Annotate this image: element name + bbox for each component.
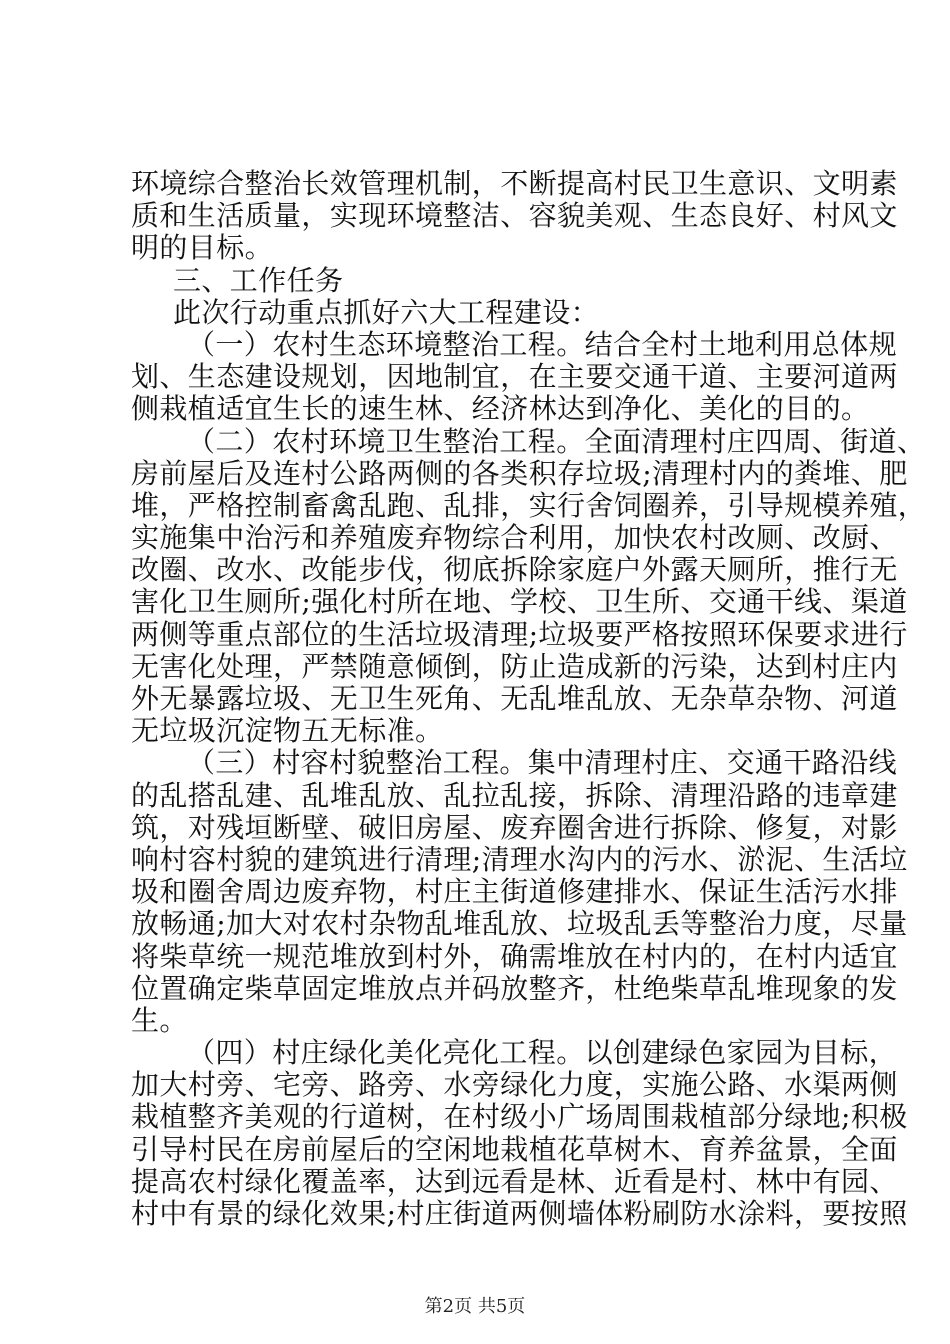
text-line: （一）农村生态环境整治工程。结合全村土地利用总体规 xyxy=(187,327,898,361)
text-line: （二）农村环境卫生整治工程。全面清理村庄四周、街道、 xyxy=(187,424,926,458)
text-line: 害化卫生厕所;强化村所在地、学校、卫生所、交通干线、渠道 xyxy=(131,585,908,619)
text-line: 加大村旁、宅旁、路旁、水旁绿化力度，实施公路、水渠两侧 xyxy=(131,1068,898,1102)
text-line: 圾和圈舍周边废弃物，村庄主街道修建排水、保证生活污水排 xyxy=(131,875,898,909)
text-line: 筑，对残垣断壁、破旧房屋、废弃圈舍进行拆除、修复，对影 xyxy=(131,810,898,844)
text-line: 村中有景的绿化效果;村庄街道两侧墙体粉刷防水涂料，要按照 xyxy=(131,1197,908,1230)
text-line: 放畅通;加大对农村杂物乱堆乱放、垃圾乱丢等整治力度，尽量 xyxy=(131,907,908,941)
text-line: 位置确定柴草固定堆放点并码放整齐，杜绝柴草乱堆现象的发 xyxy=(131,971,898,1005)
text-line: 堆，严格控制畜禽乱跑、乱排，实行舍饲圈养，引导规模养殖， xyxy=(131,488,927,522)
text-line: 明的目标。 xyxy=(131,231,274,265)
text-line: 此次行动重点抓好六大工程建设： xyxy=(173,295,600,329)
text-line: 房前屋后及连村公路两侧的各类积存垃圾;清理村内的粪堆、肥 xyxy=(131,456,908,490)
text-line: 两侧等重点部位的生活垃圾清理;垃圾要严格按照环保要求进行 xyxy=(131,617,908,651)
text-line: 三、工作任务 xyxy=(173,263,344,297)
text-line: 质和生活质量，实现环境整洁、容貌美观、生态良好、村风文 xyxy=(131,199,898,233)
text-line: 的乱搭乱建、乱堆乱放、乱拉乱接，拆除、清理沿路的违章建 xyxy=(131,778,898,812)
text-line: （四）村庄绿化美化亮化工程。以创建绿色家园为目标， xyxy=(187,1036,898,1070)
document-body xyxy=(131,167,927,1230)
page-footer: 第2页 共5页 xyxy=(424,1296,526,1317)
text-line: 将柴草统一规范堆放到村外，确需堆放在村内的，在村内适宜 xyxy=(131,939,898,973)
text-line: 外无暴露垃圾、无卫生死角、无乱堆乱放、无杂草杂物、河道 xyxy=(131,682,898,715)
text-line: 响村容村貌的建筑进行清理;清理水沟内的污水、淤泥、生活垃 xyxy=(131,842,908,876)
text-line: 生。 xyxy=(131,1003,188,1037)
text-line: 环境综合整治长效管理机制，不断提高村民卫生意识、文明素 xyxy=(131,167,898,200)
text-line: 栽植整齐美观的行道树，在村级小广场周围栽植部分绿地;积极 xyxy=(131,1100,908,1134)
text-line: 改圈、改水、改能步伐，彻底拆除家庭户外露天厕所，推行无 xyxy=(131,553,898,587)
text-line: 提高农村绿化覆盖率，达到远看是林、近看是村、林中有园、 xyxy=(131,1164,898,1198)
text-line: 实施集中治污和养殖废弃物综合利用，加快农村改厕、改厨、 xyxy=(131,521,898,555)
text-line: （三）村容村貌整治工程。集中清理村庄、交通干路沿线 xyxy=(187,746,898,780)
text-line: 引导村民在房前屋后的空闲地栽植花草树木、育养盆景，全面 xyxy=(131,1132,898,1166)
text-line: 划、生态建设规划，因地制宜，在主要交通干道、主要河道两 xyxy=(131,360,898,394)
text-line: 侧栽植适宜生长的速生林、经济林达到净化、美化的目的。 xyxy=(131,392,870,426)
text-line: 无垃圾沉淀物五无标准。 xyxy=(131,714,444,748)
text-line: 无害化处理，严禁随意倾倒，防止造成新的污染，达到村庄内 xyxy=(131,649,898,683)
